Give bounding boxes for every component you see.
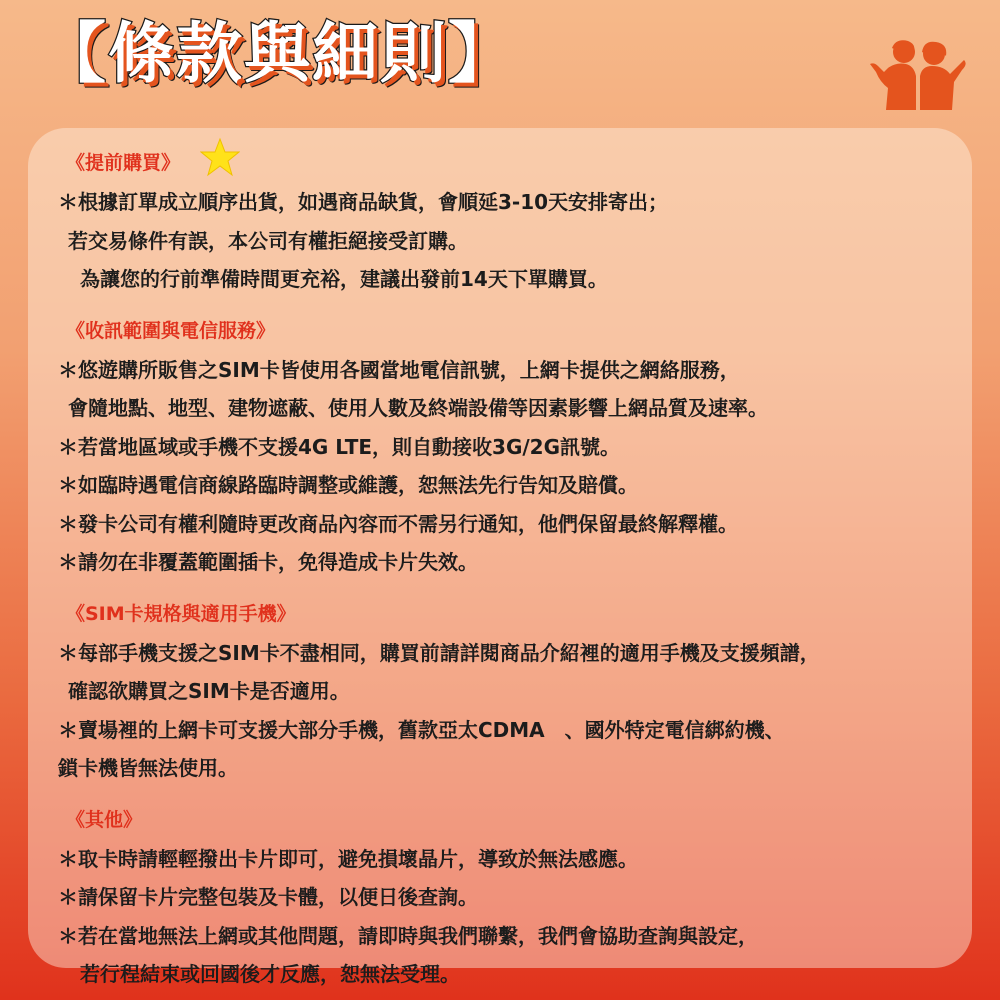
terms-line: ＊若在當地無法上網或其他問題，請即時與我們聯繫，我們會協助查詢與設定， [58,923,758,948]
terms-line: ＊若當地區域或手機不支援4G LTE，則自動接收3G/2G訊號。 [58,434,621,459]
terms-line: 為讓您的行前準備時間更充裕，建議出發前14天下單購買。 [80,267,608,291]
terms-line: ＊根據訂單成立順序出貨，如遇商品缺貨，會順延3-10天安排寄出； [58,190,669,214]
section-heading-text: 《SIM卡規格與適用手機》 [66,602,296,625]
terms-line: ＊取卡時請輕輕撥出卡片即可，避免損壞晶片，導致於無法感應。 [58,846,638,871]
section-heading [58,143,978,183]
terms-line: ＊賣場裡的上網卡可支援大部分手機，舊款亞太CDMA 、國外特定電信綁約機、 [58,717,785,742]
terms-line: ＊如臨時遇電信商線路臨時調整或維護，恕無法先行告知及賠償。 [58,473,638,497]
terms-content [58,143,978,994]
section-heading [58,594,978,634]
section-coverage-telecom [58,311,978,582]
section-heading-text: 《提前購買》 [66,152,181,174]
terms-line: 鎖卡機皆無法使用。 [58,756,238,780]
section-heading-text: 《收訊範圍與電信服務》 [66,319,276,342]
terms-line: ＊每部手機支援之SIM卡不盡相同，購買前請詳閱商品介紹裡的適用手機及支援頻譜， [58,640,820,665]
terms-line: ＊請保留卡片完整包裝及卡體，以便日後查詢。 [58,885,478,909]
terms-line: 會隨地點、地型、建物遮蔽、使用人數及終端設備等因素影響上網品質及速率。 [68,396,768,420]
terms-line: ＊發卡公司有權利隨時更改商品內容而不需另行通知，他們保留最終解釋權。 [58,511,738,536]
section-heading [58,311,978,351]
section-heading [58,800,978,840]
terms-line: 若行程結束或回國後才反應，恕無法受理。 [80,962,460,986]
terms-line: 確認欲購買之SIM卡是否適用。 [68,679,350,703]
section-sim-spec [58,594,978,788]
terms-line: ＊請勿在非覆蓋範圍插卡，免得造成卡片失效。 [58,550,478,574]
terms-line: ＊悠遊購所販售之SIM卡皆使用各國當地電信訊號，上網卡提供之網絡服務， [58,357,740,382]
page-title: 【條款與細則】 [40,15,516,92]
section-advance-purchase [58,143,978,299]
two-people-silhouette-icon [866,38,970,110]
terms-line: 若交易條件有誤，本公司有權拒絕接受訂購。 [68,228,468,253]
section-heading-text: 《其他》 [66,808,143,831]
section-other [58,800,978,994]
star-icon [200,137,240,177]
